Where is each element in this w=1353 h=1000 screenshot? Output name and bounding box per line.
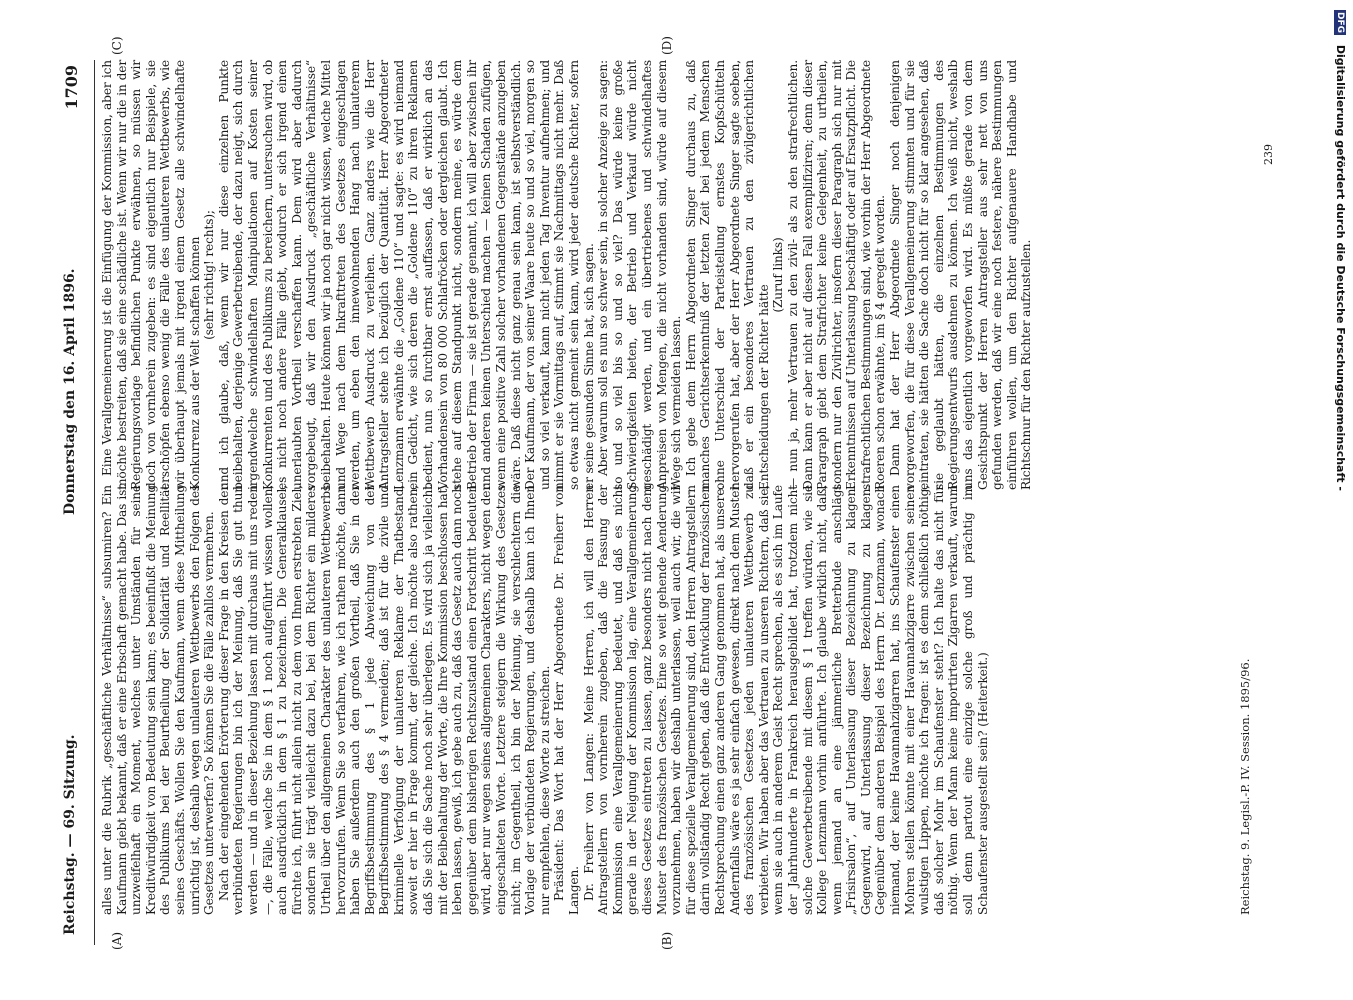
right-paragraph-2: (sehr richtig! rechts); bbox=[202, 210, 217, 340]
header-date: Donnerstag den 16. April 1896. bbox=[62, 268, 78, 515]
left-paragraph-2: Nach der eingehenden Erörterung dieser Frage in den Kreisen der verbündeten Regierungen bin ich der Meinung, daß Sie gut thun werden — und in dieser Beziehung lassen mit durchaus mit uns reden —, die Fälle, welche Sie in dem § 1 noch aufgeführt wissen wollen, auch ausdrücklich in dem § 1 zu bezeichnen. Die Generalklausel, fürchte ich, führt nicht allein nicht zu dem von Ihnen erstrebten Ziel, sondern sie trägt vielleicht dazu bei, bei dem Richter ein milderes Urtheil über den allgemeinen Charakter des unlauteren Wettbewerbs hervorzurufen. Wenn Sie so verfahren, wie ich rathen möchte, dann haben Sie außerdem auch den großen Vortheil, daß Sie in der Begriffsbestimmung des § 1 jede Abweichung von der Begriffsbestimmung des § 4 vermeiden; daß ist für die zivile und kriminelle Verfolgung der unlauteren Reklame der Thatbestand, soweit er hier in Frage kommt, der gleiche. Ich möchte also rathen, daß Sie sich die Sache noch sehr überlegen. Es wird sich ja vielleicht mit der Beibehaltung der Worte, die Ihre Kommission beschlossen hat, leben lassen, gewiß, ich gebe auch zu, daß das Gesetz auch dann noch gegenüber dem bisherigen Rechtszustand einen Fortschritt bedeuten wird, aber nur wegen seines allgemeinen Charakters, nicht wegen der eingeschalteten Worte. Letztere steigern die Wirkung des Gesetzes nicht; im Gegentheil, ich bin der Meinung, sie verschlechtern die Vorlage der verbündeten Regierungen, und deshalb kann ich Ihnen nur empfehlen, diese Worte zu streichen. bbox=[216, 485, 552, 915]
marker-b: (B) bbox=[660, 931, 674, 950]
left-paragraph-4: Dr. Freiherr von Langen: Meine Herren, ich will den Herren Antragstellern von vornherein zugeben, daß die Fassung der Kommission eine Verallgemeinerung bedeutet, und daß es nicht gerade in der Neigung der Kommission lag, eine Verallgemeinerung dieses Gesetzes eintreten zu lassen, ganz besonders nicht nach dem Muster des französischen Gesetzes. Eine so weit gehende Aenderung vorzunehmen, haben wir deshalb unterlassen, weil auch wir, die wir für diese spezielle Verallgemeinerung sind, den Herren Antragstellern darin vollständig Recht geben, daß die Entwicklung der französischen Rechtsprechung einen ganz anderen Gang genommen hat, als unsere. Andernfalls wäre es ja sehr einfach gewesen, direkt nach dem Muster des französischen Gesetzes jeden unlauteren Wettbewerb zu verbieten. Wir haben aber das Vertrauen zu unseren Richtern, daß sie, wenn sie auch in anderem Geist Recht sprechen, als es sich im Laufe der Jahrhunderte in Frankreich herausgebildet hat, trotzdem nicht solche Gewerbetreibende mit diesem § 1 treffen würden, wie sie Kollege Lenzmann vorhin anführte. Ich glaube wirklich nicht, daß, wenn jemand an eine jämmerliche Bretterbude anschlägt „Frisirsalon“, auf Unterlassung dieser Bezeichnung zu klagen. Gegenwird, auf Unterlassung dieser Bezeichnung zu klagen. Gegenüber dem anderen Beispiel des Herrn Dr. Lenzmann, wonach niemand, der keine Havannahzigarren hat, ins Schaufenster einen Mohren stellen könnte mit einer Havannahzigarre zwischen seinen wulstigen Lippen, möchte ich fragen: ist es denn schließlich nöthig, daß solcher Mohr im Schaufenster steht? Ich halte das nicht für nöthig. Wenn der Mann keine importirten Zigarren verkauft, warum soll denn partout eine einzige solche groß und prächtig im Schaufenster ausgestellt sein? (Heiterkeit.) bbox=[581, 485, 990, 915]
dfg-logo-badge: DFG bbox=[1335, 12, 1345, 34]
marker-c: (C) bbox=[110, 36, 124, 55]
right-paragraph-6: (Zuruf links) bbox=[771, 237, 786, 313]
right-column bbox=[100, 60, 1034, 490]
page-footer: Reichstag. 9. Legisl.-P. IV. Session. 1895/96. bbox=[1238, 658, 1252, 915]
right-paragraph-4: Aber warum soll es nun so schwer sein, in solcher Anzeige zu sagen: so und so viel bis so und so viel? Das würde keine große Schwierigkeiten bieten, der Betrieb und Verkauf würde nicht geschädigt werden, und ein übertriebenes und schwindelhaftes Anpreisen von Mengen, die nicht vorhanden sind, würde auf diesem Wege sich vermeiden lassen. bbox=[596, 60, 684, 490]
right-paragraph-3: und ich glaube, daß, wenn wir nur diese einzelnen Punkte beibehalten, derjenige Gewerbetreibende, der dazu neigt, sich durch irgendwelche schwindelhaften Manipulationen auf Kosten seiner Konkurrenten und des Publikums zu bereichern, untersuchen wird, ob es nicht noch andere Fälle giebt, wodurch er sich irgend einen unerlaubten Vortheil verschaffen kann. Dem wird aber dadurch vorgebeugt, daß wir den Ausdruck „geschäftliche Verhältnisse“ beibehalten. Heute können wir ja noch gar nicht wissen, welche Mittel und Wege nach dem Inkrafttreten des Gesetzes eingeschlagen werden, um eben den innewohnenden Hang nach unlauterem Wettbewerb Ausdruck zu verleihen. Ganz anders wie die Herr Antragsteller stehe ich bezüglich der Quantität. Herr Abgeordneter Lenzmann erwähnte die „Goldene 110“ und sagte: es wird niemand ein Gedicht, wie sich deren die „Goldene 110“ zu ihren Reklamen bedient, nun so furchtbar ernst auffassen, daß er wirklich an das Vorhandensein von 80 000 Schlafröcken oder dergleichen glaubt. Ich stehe auf diesem Standpunkt nicht, sondern meine, es würde dem Betrieb der Firma — sie ist gerade genannt, ich will aber zwischen ihr und anderen keinen Unterschied machen — keinen Schaden zufügen, wenn eine positive Zahl solcher vorhandenen Gegenstände anzugeben wäre. Daß diese nicht ganz genau sein kann, ist selbstverständlich. Der Kaufmann, der von seiner Waare heute so und so viel, morgen so und so viel verkauft, kann nicht jeden Tag Inventur aufnehmen; und nimmt er sie Vormittags auf, stimmt sie Nachmittags nicht mehr. Daß so etwas nicht gemeint sein kann, wird jeder deutsche Richter, sofern er seine gesunden Sinne hat, sich sagen. bbox=[216, 60, 596, 490]
dfg-note-text: Digitalisierung gefördert durch die Deutsche Forschungsgemeinschaft - bbox=[1334, 44, 1347, 491]
header-rule bbox=[94, 60, 95, 945]
page-header bbox=[62, 65, 88, 945]
dfg-side-note bbox=[1334, 10, 1347, 491]
right-paragraph-5: Ich gebe dem Herrn Abgeordneten Singer durchaus zu, daß manches Gerichtserkenntniß der letzten Zeit bei jedem Menschen ohne Unterschied der Parteistellung ernstes Kopfschütteln hervorgerufen hat, aber der Herr Abgeordnete Singer sagte soeben, daß er ein besonderes Vertrauen zu den zivilgerichtlichen Entscheidungen der Richter hätte bbox=[683, 60, 771, 490]
left-column bbox=[100, 485, 990, 915]
right-paragraph-8: Dann hat der Herr Abgeordnete Singer noch denjenigen vorgeworfen, die für diese Verallgemeinerung stimmten und für sie eintraten, sie hätten die Sache doch nicht für so klar angesehen, daß sie geglaubt hätten, die einzelnen Bestimmungen des Regierungsentwurfs ausdehnen zu können. Ich weiß nicht, weshalb uns das eigentlich vorgeworfen wird. Es müßte gerade von dem Gesichtspunkt der Herren Antragsteller aus sehr nett von uns gefunden werden, daß wir eine noch festere, nähere Bestimmungen einführen wollen, um den Richter aufgenauere Handhabe und Richtschnur für den Richter aufzustellen. bbox=[888, 60, 1034, 490]
bottom-page-number: 239 bbox=[1262, 144, 1275, 165]
right-paragraph-1: Eine Verallgemeinerung ist die Einfügung der Kommission, aber ich möchte bestreiten, daß sie eine schädliche ist. Wenn wir nur die in der Regierungsvorlage befindlichen Punkte erwähnen, so müssen wir doch von vornherein zugeben: es sind eigentlich nur Beispiele, sie erschöpfen ebenso wenig die Fälle des unlauteren Wettbewerbs, wie wir überhaupt jemals mit irgend einem Gesetz alle schwindelhafte Konkurrenz aus der Welt schaffen können bbox=[100, 60, 202, 490]
marker-d: (D) bbox=[660, 36, 674, 55]
right-paragraph-7: — nun ja, mehr Vertrauen zu den zivil- als zu den strafrechtlichen. Dann kann er aber nicht auf diesen Fall exemplifiziren; denn dieser Paragraph giebt dem Strafrichter keine Gelegenheit, zu urtheilen, sondern nur den Zivilrichter, insofern dieser Paragraph sich nur mit Erkenntnissen auf Unterlassung beschäftigt oder auf Ersatzpflicht. Die strafrechtlichen Bestimmungen sind, wie vorhin der Herr Abgeordnete Roeren schon erwähnte, im § 4 geregelt worden. bbox=[785, 60, 888, 490]
left-paragraph-1: alles unter die Rubrik „geschäftliche Verhältnisse“ subsumiren? Ein Kaufmann giebt bekannt, daß er eine Erbschaft gemacht habe. Das ist unzweifelhaft ein Moment, welches unter Umständen für seine Kreditwürdigkeit von Bedeutung sein kann; es beeinflußt die Meinung des Publikums bei der Beurtheilung der Solidarität und Reellität seines Geschäfts. Wollen Sie den Kaufmann, wenn diese Mittheilung unrichtig ist, deshalb wegen unlauteren Wettbewerbs den Folgen des Gesetzes unterwerfen? So können Sie die Fälle zahllos vermehren. bbox=[100, 485, 217, 915]
header-session: Reichstag. — 69. Sitzung. bbox=[62, 734, 78, 935]
header-page-number: 1709 bbox=[62, 65, 81, 110]
marker-a: (A) bbox=[110, 931, 124, 950]
left-paragraph-3: Präsident: Das Wort hat der Herr Abgeordnete Dr. Freiherr von Langen. bbox=[552, 485, 581, 915]
